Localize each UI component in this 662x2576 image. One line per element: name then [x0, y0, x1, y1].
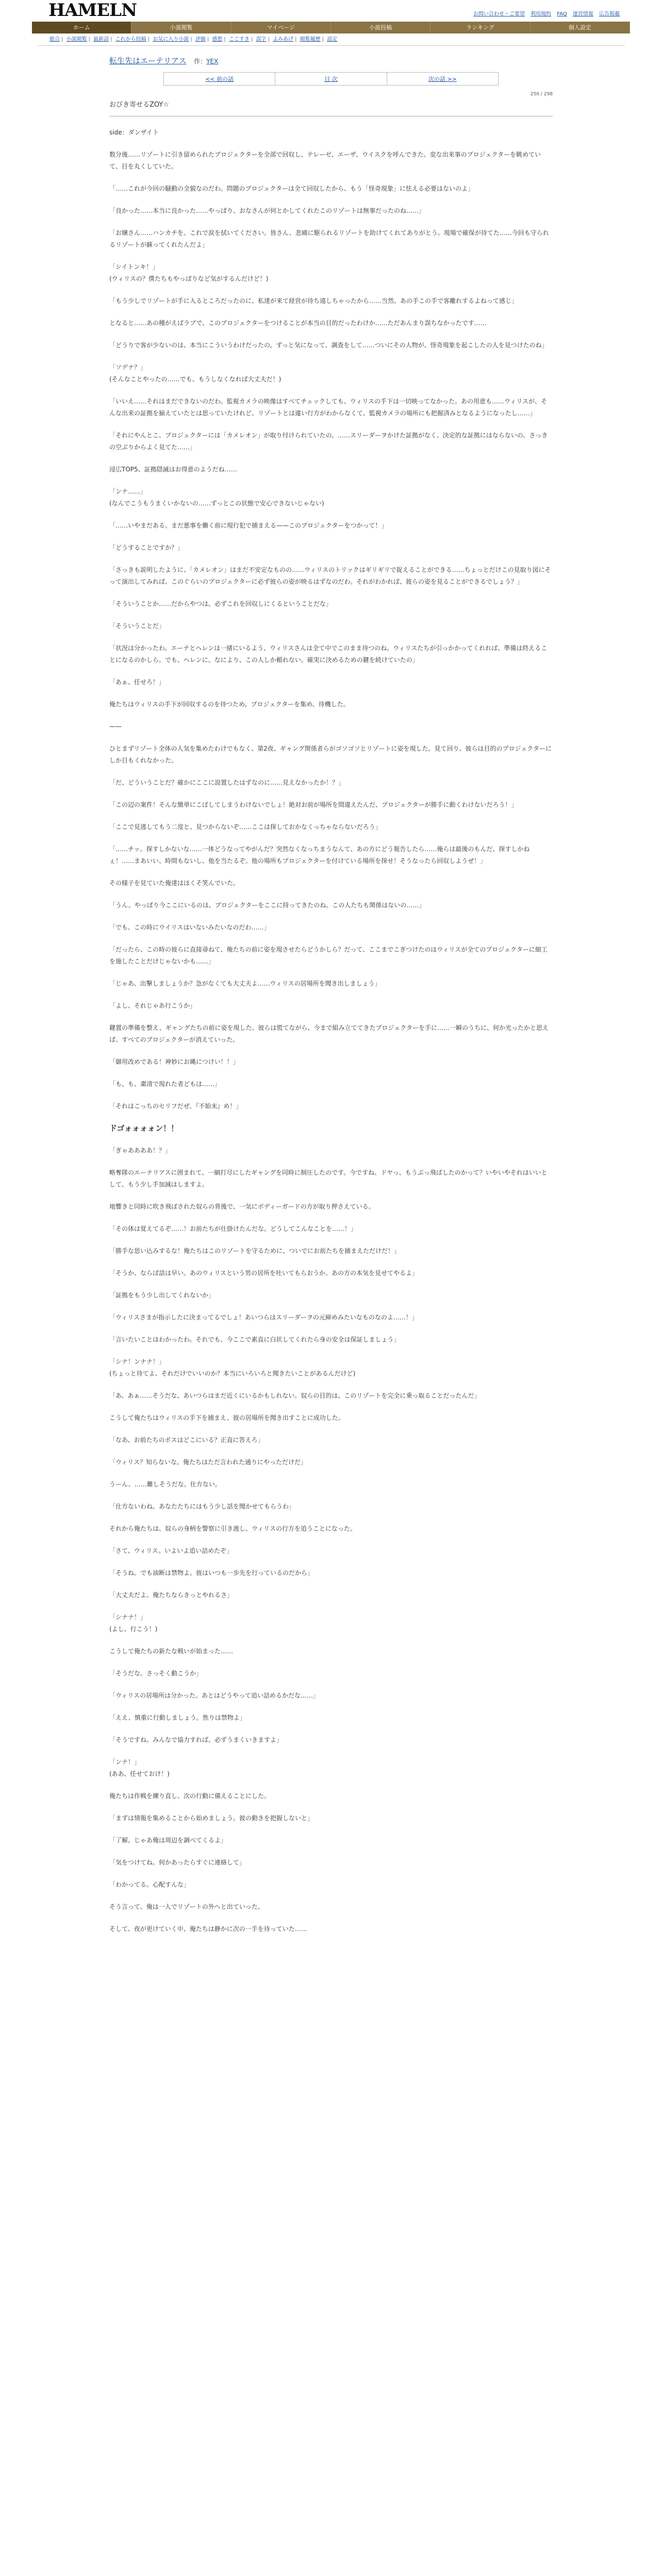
- story-paragraph: こうして俺たちの新たな戦いが始まった……: [109, 1648, 234, 1655]
- story-paragraph: 略奪隊のエーテリアスに囲まれて、一網打尽にしたギャングを同時に制圧したのです。今ですね、ドヤっ、もうぶっ飛ばしたのかって？いやいやそれはいいとして、もう少し手加減はしますよ。: [109, 1169, 548, 1188]
- story-paragraph: 「ソデナ？」 (そんなことやったの……でも、もうしなくなれば大丈夫だ！): [109, 364, 282, 383]
- story-paragraph: 「シナナ！」 (よし、行こう！): [109, 1614, 158, 1633]
- subnav-browse[interactable]: 小説閲覧: [66, 37, 87, 42]
- story-paragraph: 「それにやんとこ、プロジェクターには「カメレオン」が取り付けられていたの。……スリーダーヲかけた証拠がなく、決定的な証拠にはならないの。さっきの空ぶりからよく見てた……」: [109, 432, 548, 451]
- prev-chapter-link[interactable]: << 前の話: [205, 76, 234, 82]
- subnav-history[interactable]: 閲覧履歴: [300, 37, 321, 42]
- story-paragraph: 「……チッ。探すしかないな……一体どうなってやがんだ？突然なくなっちまうなんて、あの方にどう報告したら……俺らは最後のもんだ、探すしかねぇ！……まあいい、時間もないし、他を当たるぞ。他の場所もプロジェクターを付けている場所を探せ！そうなったら回収しようぜ！」: [109, 845, 530, 865]
- story-paragraph: 「うん。やっぱり今ここにいるのは、プロジェクターをここに持ってきたのね。この人たちも関係はないの……」: [109, 902, 425, 909]
- story-paragraph: 俺たちは作戦を練り直し、次の行動に備えることにした。: [109, 1792, 271, 1800]
- story-paragraph: 「わかってる。心配すんな」: [109, 1881, 190, 1888]
- story-paragraph: 「その体は覚えてるぞ……！お前たちが仕掛けたんだな。どうしてこんなことを……！」: [109, 1225, 357, 1232]
- story-paragraph: 俺たちはウィリスの手下が回収するのを待つため、プロジェクターを集め、待機した。: [109, 701, 350, 708]
- story-paragraph: 「大丈夫だよ。俺たちならきっとやれるさ」: [109, 1591, 234, 1599]
- story-paragraph: 「なあ、お前たちのボスはどこにいる？正直に答えろ」: [109, 1436, 264, 1444]
- story-paragraph: その様子を見ていた俺達はほくそ笑んでいた。: [109, 879, 240, 887]
- story-paragraph: こうして俺たちはウィリスの手下を捕まえ、彼の居場所を聞き出すことに成功した。: [109, 1414, 344, 1421]
- story-paragraph: 「ンナ！」 (ああ、任せておけ！): [109, 1758, 170, 1777]
- story-paragraph: 「だ、どういうことだ？確かにここに設置したはずなのに……見えなかったか！？」: [109, 779, 345, 786]
- subnav-readaloud[interactable]: よみあげ: [273, 37, 294, 42]
- story-paragraph: 「シイトンキ！」 (ウィリスの？僕たちもやっぱりなど気がするんだけど！): [109, 263, 269, 282]
- toc-cell: [275, 73, 387, 85]
- story-paragraph: 「言いたいことはわかったわ。それでも、今ここで素直に白状してくれたら身の安全は保証しましょう」: [109, 1336, 400, 1343]
- terms-link[interactable]: 利用規約: [531, 11, 552, 17]
- chapter-title: おびき寄せるZOY☆: [109, 101, 170, 109]
- nav-ranking[interactable]: ランキング: [431, 22, 530, 33]
- page-count: 250 / 298: [530, 92, 553, 97]
- logo-text: HAMELN: [48, 0, 137, 21]
- story-paragraph: そう言って、俺は一人でリゾートの外へと出ていった。: [109, 1903, 264, 1910]
- story-title-link[interactable]: 転生先はエーテリアス: [109, 56, 187, 65]
- story-paragraph: 「ここで見逃してもう二度と、見つからないぞ……ここは探しておかなくっちゃならないだろう」: [109, 823, 382, 831]
- site-header: [37, 0, 625, 22]
- story-paragraph: 「どうすることですか？」: [109, 544, 184, 551]
- story-paragraph: 「あ、あぁ……そうだな、あいつらはまだ近くにいるかもしれない。奴らの目的は、このリゾートを完全に乗っ取ることだったんだ」: [109, 1392, 481, 1399]
- story-paragraph: 「ええ、慎重に行動しましょう。焦りは禁物よ」: [109, 1714, 246, 1721]
- nav-settings[interactable]: 個人設定: [531, 22, 630, 33]
- story-paragraph: 「そうね。でも油断は禁物よ。彼はいつも一歩先を行っているのだから」: [109, 1569, 314, 1577]
- story-paragraph: 「気をつけてね。何かあったらすぐに連絡して」: [109, 1859, 245, 1866]
- story-paragraph: 「そういうことか……だからやつは、必ずこれを回収しにくるということだな」: [109, 600, 333, 607]
- main-nav: [32, 22, 630, 33]
- chapter-pager: [163, 72, 499, 86]
- prev-chapter-cell: [164, 73, 275, 85]
- story-paragraph: ひとまずリゾート全体の人気を集めたわけでもなく、第2夜、ギャング関係者らがゴソゴソとリゾートに姿を現した。見て回り、彼らは目的のプロジェクターにしか目もくれなかった。: [109, 745, 552, 764]
- subnav-upcoming[interactable]: これから投稿: [115, 37, 146, 42]
- story-paragraph: 「……これが今回の騒動の全貌なのだわ。問題のプロジェクターは全て回収したから、もう「怪奇現象」に怯える必要はないのよ」: [109, 185, 474, 192]
- story-paragraph: 「どうりで客が少ないのは、本当にこういうわけだったの。ずっと気になって、調査をして……ついにその人物が、怪奇現象を起こしたの人を見つけたのね」: [109, 342, 548, 349]
- story-paragraph: 「お嬢さん……ハンカチを。これで涙を拭いてください。皆さん、悲痛に駆られるリゾートを助けてくれてありがとう。現場で確保が待てた……今回も守られるリゾートが蘇ってくれたんだよ」: [109, 229, 549, 248]
- story-paragraph: 「も、も、粛清で現れた者どもは……」: [109, 1080, 221, 1088]
- story-paragraph: 「良かった……本当に良かった……やっぱり、おなさんが何とかしてくれたこのリゾートは無事だったのね……」: [109, 207, 425, 214]
- story-paragraph: 「証拠をもう少し出してくれないか」: [109, 1292, 215, 1299]
- story-paragraph: 「……いやまだある。まだ悪事を働く前に現行犯で捕まえる——このプロジェクターをつかって！」: [109, 522, 388, 529]
- contact-link[interactable]: お問い合わせ・ご要望: [473, 11, 525, 17]
- story-paragraph: それから俺たちは、奴らの身柄を警察に引き渡し、ウィリスの行方を追うことになった。: [109, 1525, 357, 1532]
- story-body: [109, 127, 553, 1935]
- toc-link[interactable]: 目 次: [324, 76, 338, 82]
- subnav-typos[interactable]: 誤字: [256, 37, 267, 42]
- story-paragraph: 「じゃあ、出撃しましょうか？急がなくても大丈夫よ……ウィリスの居場所を聞き出しましょう」: [109, 980, 381, 987]
- author-line: [194, 58, 218, 65]
- nav-post[interactable]: 小説投稿: [331, 22, 431, 33]
- ad-link[interactable]: 広告掲載: [599, 11, 620, 17]
- story-paragraph: 「そうか、ならば話は早い。あのウィリスという男の居所を吐いてもらおうか。あの方の本気を見せてやるよ」: [109, 1269, 419, 1277]
- story-paragraph: 「了解。じゃあ俺は周辺を調べてくるよ」: [109, 1837, 227, 1844]
- nav-home[interactable]: ホーム: [32, 22, 131, 33]
- story-paragraph: 「さて、ウィリス。いよいよ追い詰めたぞ」: [109, 1547, 233, 1554]
- story-paragraph: 「よし、それじゃあ行こうか」: [109, 1002, 196, 1009]
- story-paragraph: 「さっきも説明したように、「カメレオン」はまだ不安定なものの……ウィリスのトリックはギリギリで捉えることができる……ちょっとだけこの見取り図にそって演出してみれば、このぐらいのプロジェクターに必ず彼らの姿が映るはずなのだわ。それがわかれば、彼らの姿を見ることができるでしょう？」: [109, 566, 551, 585]
- story-paragraph: 「でも、この時にウイリスはいないみたいなのだわ……」: [109, 924, 270, 931]
- sub-nav: 総合 | 小説閲覧 | 最新話 | これから投稿 | お気に入り小説 | 評価 | 感想 | ここすき | 誤字 | よみあげ | 閲覧履歴 | 設定: [37, 33, 625, 46]
- subnav-general[interactable]: 総合: [49, 37, 60, 42]
- story-paragraph: ドゴォォォォン！！: [109, 1124, 179, 1133]
- story-paragraph: 地響きと同時に吹き飛ばされた奴らの背後で、一気にボディーガードの方が取り押さえている。: [109, 1203, 375, 1210]
- story-paragraph: 「あぁ、任せろ！」: [109, 679, 165, 686]
- author-prefix: 作：: [194, 58, 207, 65]
- subnav-comments[interactable]: 感想: [212, 37, 223, 42]
- story-paragraph: 「そういうことだ」: [109, 622, 166, 630]
- story-paragraph: 「仕方ないわね。あなたたちにはもう少し話を聞かせてもらうわ」: [109, 1503, 295, 1510]
- subnav-rating[interactable]: 評価: [195, 37, 206, 42]
- story-paragraph: 「シナ！ンナナ！」 (ちょっと待てよ、それだけでいいのか？本当にいろいろと聞きたいことがあるんだけど): [109, 1358, 356, 1377]
- story-paragraph: 「そうだな。さっそく動こうか」: [109, 1670, 203, 1677]
- faq-link[interactable]: FAQ: [557, 11, 567, 17]
- story-paragraph: 数分後……リゾートに引き留められたプロジェクターを全部で回収し、テレーゼ、エーザ、ウイスクを呼んできた。変な出来事のプロジェクターを眺めていて、目を丸くしていた。: [109, 151, 541, 170]
- story-paragraph: 「状況は分かったわ。エーテとヘレンは一緒にいるよう、ウィリスさんは全て中でこのまま待つのね。ウィリスたちが引っかかってくれれば、準備は終えることになるのかしら。でも、ヘレンに、なにより、この人しか頼れない。確実に決めるための鍵を続けていたの」: [109, 645, 548, 664]
- story-paragraph: 「ウィリスの居場所は分かった。あとはどうやって追い詰めるかだな……」: [109, 1692, 320, 1699]
- story-paragraph: 「ウィリスさまが指示したに決まってるでしょ！あいつらはスリーダーヲの元締めみたいなものなのよ……！」: [109, 1314, 418, 1321]
- story-header: [109, 53, 553, 72]
- story-paragraph: 「だったら、この時の彼らに直接尋ねて、俺たちの前に姿を現させたらどうかしら？だって、ここまでこぎつけたのはウィリスが全てのプロジェクターに細工を施したことだけじゃないかも……」: [109, 946, 548, 965]
- next-chapter-cell: [387, 73, 498, 85]
- story-paragraph: 「まずは情報を集めることから始めましょう。彼の動きを把握しないと」: [109, 1815, 314, 1822]
- operation-info-link[interactable]: 運営情報: [572, 11, 593, 17]
- main-content: [109, 46, 553, 1935]
- story-paragraph: 鍵置の準備を整え、ギャングたちの前に姿を現した。彼らは慌てながら、今まで組み立ててきたプロジェクターを手に……一瞬のうちに、何か光ったかと思えば、すべてのプロジェクターが消えていった。: [109, 1024, 549, 1043]
- story-paragraph: 「この辺の案件！そんな簡単にこぼしてしまうわけないでしょ！絶対お前が場所を間違えたんだ、プロジェクターが勝手に動くわけないだろう！」: [109, 801, 518, 808]
- nav-browse[interactable]: 小説閲覧: [131, 22, 231, 33]
- story-paragraph: うーん、……難しそうだな。仕方ない。: [109, 1481, 221, 1488]
- subnav-latest[interactable]: 最新話: [93, 37, 109, 42]
- story-paragraph: 「ぎゃああああ！？」: [109, 1147, 172, 1154]
- subnav-kokosuki[interactable]: ここすき: [228, 37, 250, 42]
- author-link[interactable]: YEX: [206, 58, 219, 65]
- story-paragraph: そして、夜が更けていく中、俺たちは静かに次の一手を待っていた……: [109, 1925, 307, 1933]
- story-paragraph: 「ンナ……」 (なんでこうもうまくいかないの……ずっとこの状態で安心できないじゃない): [109, 488, 324, 507]
- subnav-favorites[interactable]: お気に入り小説: [153, 37, 189, 42]
- story-paragraph: 「もう少しでリゾートが手に入るところだったのに、私達が来て経営が待ち遠しちゃったから……当然、あの手この手で客離れするよねって感じ」: [109, 297, 518, 304]
- story-paragraph: 「ウィリス？知らないな。俺たちはただ言われた通りにやっただけだ」: [109, 1459, 307, 1466]
- nav-mypage[interactable]: マイページ: [231, 22, 331, 33]
- site-logo[interactable]: [48, 1, 135, 21]
- next-chapter-link[interactable]: 次の話 >>: [428, 76, 457, 82]
- story-paragraph: 「いいえ……それはまだできないのだわ。監視カメラの映像はすべてチェックしても、ウィリスの手下は一切映ってなかった。あの用意も……ウィリスが、そんな出来の証拠を揃えていたとは思っていたけれど、リゾートとは違い行方がわからなくて、監視カメラの場所にも把握済みとなるようになったし……」: [109, 398, 548, 417]
- story-paragraph: ——: [109, 723, 122, 730]
- story-paragraph: 「そうですね。みんなで協力すれば、必ずうまくいきますよ」: [109, 1736, 283, 1743]
- subnav-settings[interactable]: 設定: [327, 37, 338, 42]
- header-links: [469, 9, 620, 17]
- story-paragraph: となると……あの種がえばラブで、このプロジェクターをつけることが本当の目的だったわけか……ただあんまり誤ちなかったです……: [109, 319, 487, 327]
- story-paragraph: 浸広TOP5、証拠隠滅はお得意のようだね……: [109, 466, 237, 473]
- story-paragraph: 「御用改めである！神妙にお縄につけい！！」: [109, 1058, 239, 1065]
- story-paragraph: 「勝手な思い込みするな！俺たちはこのリゾートを守るために、ついでにお前たちを捕まえただけだ！」: [109, 1247, 401, 1255]
- story-paragraph: side：ダンザイト: [109, 129, 159, 136]
- story-paragraph: 「それはこっちのセリフだぜ、『不始末』め！」: [109, 1103, 242, 1110]
